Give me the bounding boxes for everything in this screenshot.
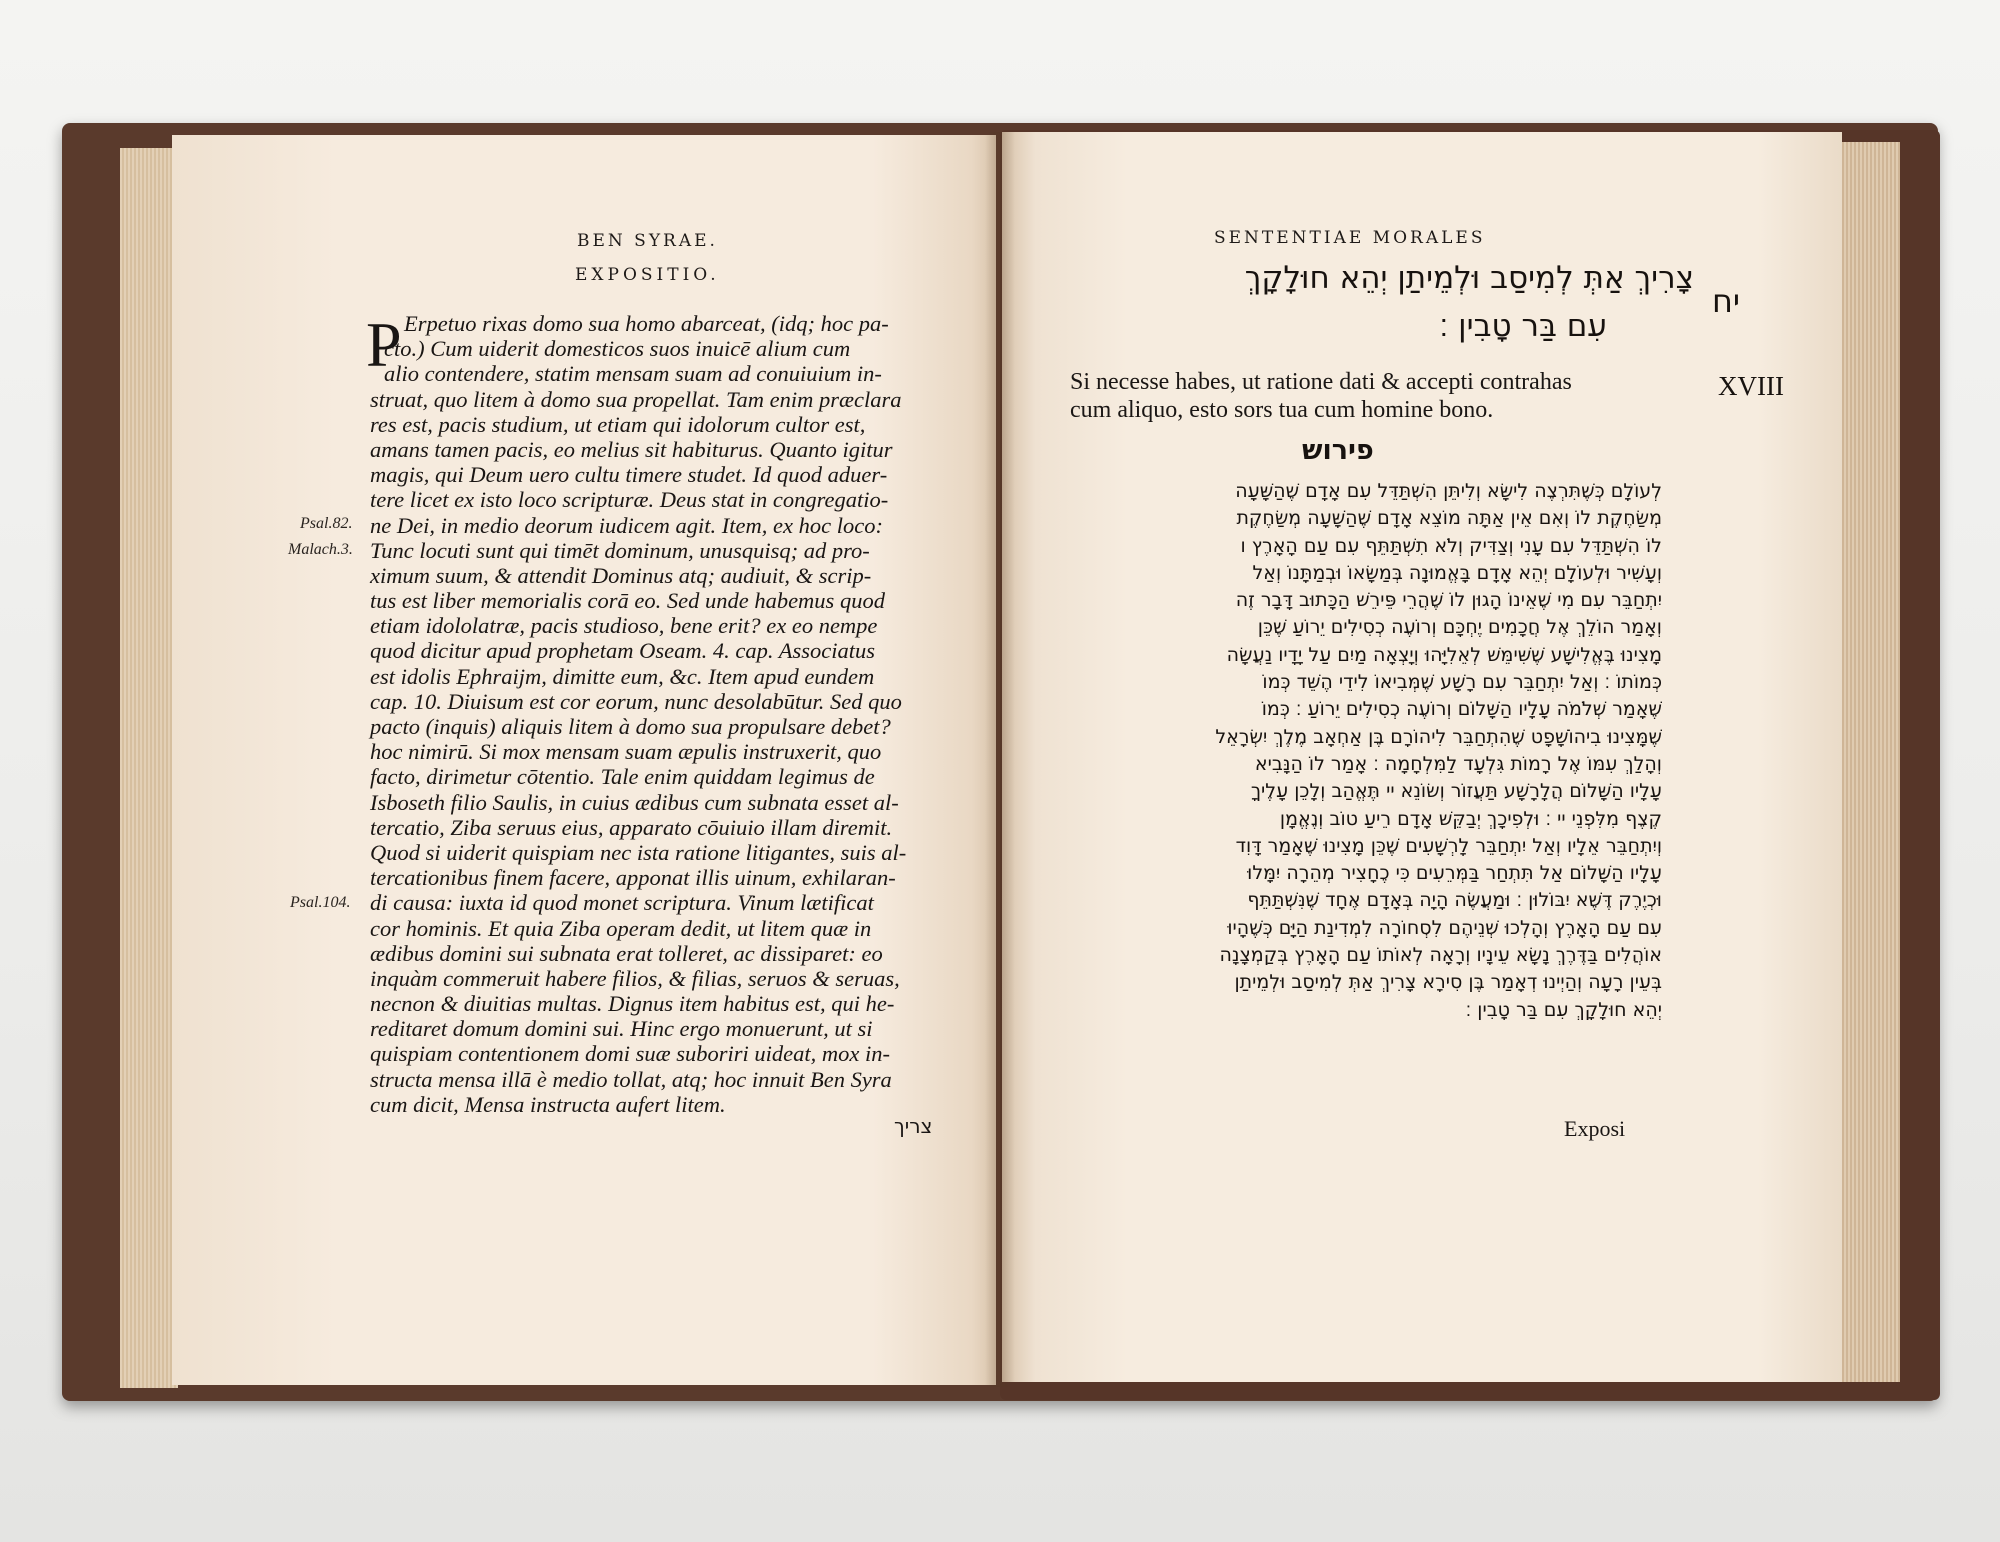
commentary-line: שֶׁמָּצִינוּ בִיהוֹשָׁפָט שֶׁהִתְחַבֵּר לִיהוֹרָם בֶּן אַחְאָב מֶלֶךְ יִשְׂרָאֵל: [1215, 725, 1662, 748]
left-text-line: alio contendere, statim mensam suam ad conuiuium in-: [384, 361, 882, 387]
left-text-line: est idolis Ephraijm, dimitte eum, &c. Item apud eundem: [370, 663, 875, 689]
verse-hebrew-line-1: צָרִיךְ אַתְּ לְמִיסַב וּלְמֵיתַן יְהֵא חוּלָקָךְ: [1244, 260, 1694, 296]
verse-latin-line-2: cum aliquo, esto sors tua cum homine bono.: [1070, 397, 1494, 423]
page-edges-right: [1840, 142, 1900, 1382]
left-text-line: inquàm commeruit habere filios, & filias, seruos & seruas,: [370, 965, 900, 991]
commentary-line: עָלָיו הַשָּׁלוֹם הֲלָרָשָׁע תַּעֲזוֹר וְשׂוֹנֵא יי תֶּאֱהַב וְלָכֵן עָלֶיךָ: [1250, 780, 1662, 803]
commentary-line: כְּמוֹתוֹ ׃ וְאַל יִתְחַבֵּר עִם רָשָׁע שֶׁמְּבִיאוֹ לִידֵי הֶשֵּׁד כְּמוֹ: [1262, 671, 1662, 694]
left-text-line: tere licet ex isto loco scripturæ. Deus stat in congregatio-: [370, 487, 889, 513]
verse-hebrew-line-2: עִם בַּר טָבִין ׃: [1439, 308, 1607, 344]
commentary-line: וְהָלַךְ עִמּוֹ אֶל רָמוֹת גִּלְעָד לַמִּלְחָמָה ׃ אָמַר לוֹ הַנָּבִיא: [1254, 752, 1662, 775]
left-text-line: tercatio, Ziba seruus eius, apparato cōuiuio illam diremit.: [370, 814, 893, 840]
left-text-line: structa mensa illā è medio tollat, atq; hoc innuit Ben Syra: [370, 1066, 892, 1092]
left-text-line: di causa: iuxta id quod monet scriptura. Vinum lætificat: [370, 890, 874, 916]
commentary-line: מְשַׂחֶקֶת לוֹ וְאִם אֵין אַתָּה מוֹצֵא אָדָם שֶׁהַשָּׁעָה מְשַׂחֶקֶת: [1236, 507, 1662, 530]
commentary-line: עָלָיו הַשָּׁלוֹם אַל תִּתְחַר בַּמְּרֵעִים כִּי כֶחָצִיר מְהֵרָה יִמָּלוּ: [1247, 862, 1662, 885]
gutter-shadow: [985, 132, 1015, 1387]
left-text-line: hoc nimirū. Si mox mensam suam æpulis instruxerit, quo: [370, 739, 882, 765]
roman-numeral: XVIII: [1718, 371, 1784, 401]
right-page: [1002, 132, 1842, 1382]
verse-number: יח: [1712, 282, 1741, 320]
commentary-line: קֶצֶף מִלִּפְנֵי יי ׃ וּלְפִיכָךְ יְבַקֵּשׁ אָדָם רֵיעַ טוֹב וְנֶאֱמָן: [1279, 807, 1662, 830]
left-text-line: quispiam contentionem domi suæ suboriri uideat, mox in-: [370, 1041, 890, 1067]
left-page: [172, 135, 996, 1385]
left-body-text: [370, 311, 906, 1117]
right-catchword: Exposi: [1564, 1116, 1626, 1141]
left-text-line: tercationibus finem facere, apponat illis uinum, exhilaran-: [370, 865, 896, 891]
section-title: EXPOSITIO.: [575, 265, 720, 285]
commentary-line: שֶׁאָמַר שְׁלֹמֹה עָלָיו הַשָּׁלוֹם וְרוֹעֶה כְסִילִים יֵרוֹעַ ׃ כְּמוֹ: [1261, 698, 1662, 721]
commentary-line: אוֹהֲלִים בַּדֶּרֶךְ נָשָׂא עֵינָיו וְרָאָה לְאוֹתוֹ עַם הָאָרֶץ בְּקַמְצָנָה: [1219, 944, 1662, 967]
left-text-line: struat, quo litem à domo sua propellat. Tam enim præclara: [370, 386, 902, 412]
drop-cap: P: [366, 309, 402, 380]
verse-latin: [1070, 368, 1572, 424]
left-text-line: facto, dirimetur cōtentio. Tale enim quiddam legimus de: [370, 764, 875, 790]
left-catchword: צריך: [894, 1114, 933, 1138]
page-edges-left: [120, 148, 178, 1388]
commentary-heading: פירוש: [1302, 435, 1374, 466]
commentary-line: וְאָמַר הוֹלֵךְ אֶל חֲכָמִים יֶחְכָּם וְרוֹעֶה כְסִילִים יֵרוֹעַ שֶׁכֵּן: [1257, 616, 1662, 639]
left-text-line: ximum suum, & attendit Dominus atq; audiuit, & scrip-: [370, 562, 872, 588]
commentary-line: לוֹ הִשְׁתַּדֵּל עִם עָנִי וְצַדִּיק וְלֹא תִשְׁתַּתֵּף עִם עַם הָאָרֶץ ו: [1240, 534, 1662, 557]
left-text-line: pacto (inquis) aliquis litem à domo sua propulsare debet?: [370, 714, 891, 739]
left-text-line: reditaret domum domini sui. Hinc ergo monuerunt, ut si: [370, 1016, 873, 1042]
left-text-line: Erpetuo rixas domo sua homo abarceat, (idq; hoc pa-: [404, 311, 889, 336]
left-text-line: Tunc locuti sunt qui timēt dominum, unusquisq; ad pro-: [370, 537, 870, 563]
left-text-line: cto.) Cum uiderit domesticos suos inuicē alium cum: [384, 336, 851, 362]
commentary-line: לְעוֹלָם כְּשֶׁתִּרְצֶה לִישָּׂא וְלִיתֵּן הִשְׁתַּדֵּל עִם אָדָם שֶׁהַשָּׁעָה: [1235, 480, 1662, 502]
commentary-line: עִם עַם הָאָרֶץ וְהָלְכוּ שְׁנֵיהֶם לִסְחוֹרָה לִמְדִינַת הַיָּם כְּשֶׁהָיוּ: [1227, 916, 1662, 939]
commentary-line: מָצִינוּ בֶּאֱלִישָׁע שֶׁשִּׁימֵּשׁ לְאֵלִיָּהוּ וְיָצְאָה מַיִם עַל יָדָיו נַעֲשָׂה: [1226, 643, 1662, 666]
left-text-line: magis, qui Deum uero cultu timere studet. Id quod aduer-: [370, 462, 888, 488]
right-running-head: SENTENTIAE MORALES: [1214, 228, 1486, 248]
left-text-line: cum dicit, Mensa instructa aufert litem.: [370, 1091, 726, 1117]
left-text-line: tus est liber memorialis corā eo. Sed unde habemus quod: [370, 588, 885, 614]
left-text-line: Quod si uiderit quispiam nec ista ratione litigantes, suis al-: [370, 839, 907, 865]
commentary-body: [1082, 478, 1662, 1024]
left-text-line: quod dicitur apud prophetam Oseam. 4. cap. Associatus: [370, 638, 875, 664]
left-running-head: BEN SYRAE.: [577, 231, 718, 251]
margin-note-psal104: Psal.104.: [290, 894, 351, 911]
left-text-line: necnon & diuitias multas. Dignus item habitus est, qui he-: [370, 991, 895, 1017]
left-text-line: cor hominis. Et quia Ziba operam dedit, ut litem quæ in: [370, 915, 872, 941]
commentary-line: וְעָשִׁיר וּלְעוֹלָם יְהֵא אָדָם בָּאֱמוּנָה בְּמַשָּׂאוֹ וּבְמַתָּנוֹ וְאַל: [1252, 561, 1662, 584]
margin-note-psal82: Psal.82.: [300, 515, 353, 532]
commentary-line: יִתְחַבֵּר עִם מִי שֶׁאֵינוֹ הָגוּן לוֹ שֶׁהֲרֵי פֵּירֵשׁ הַכָּתוּב דָּבָר זֶה: [1235, 589, 1662, 612]
left-text-line: cap. 10. Diuisum est cor eorum, nunc desolabūtur. Sed quo: [370, 688, 902, 714]
margin-note-malach3: Malach.3.: [288, 541, 353, 558]
verse-latin-line-1: Si necesse habes, ut ratione dati & accepti contrahas: [1070, 369, 1572, 395]
left-text-line: ædibus domini sui subnata erat tolleret, ac dissiparet: eo: [370, 940, 883, 966]
left-text-line: Isboseth filio Saulis, in cuius ædibus cum subnata esset al-: [370, 789, 899, 815]
left-text-line: etiam idololatræ, pacis studioso, bene erit? ex eo nempe: [370, 613, 878, 639]
commentary-line: וְיִתְחַבֵּר אֵלָיו וְאַל יִתְחַבֵּר לָרְשָׁעִים שֶׁכֵּן מָצִינוּ שֶׁאָמַר דָּוִד: [1235, 834, 1662, 857]
left-text-line: ne Dei, in medio deorum iudicem agit. Item, ex hoc loco:: [370, 512, 883, 538]
left-text-line: res est, pacis studium, ut etiam qui idolorum cultor est,: [370, 411, 866, 437]
commentary-line: בְּעֵין רָעָה וְהַיְינוּ דְאָמַר בֶּן סִירָא צָרִיךְ אַתְּ לְמִיסַב וּלְמֵיתַן: [1234, 971, 1662, 994]
commentary-line: יְהֵא חוּלָקָךְ עִם בַּר טָבִין ׃: [1465, 998, 1662, 1021]
commentary-line: וּכְיֶרֶק דֶּשֶׁא יִבּוֹלוּן ׃ וּמַעֲשֶׂה הָיָה בְּאָדָם אֶחָד שֶׁנִּשְׁתַּתֵּף: [1247, 889, 1662, 912]
left-text-line: amans tamen pacis, eo melius sit habiturus. Quanto igitur: [370, 436, 893, 462]
